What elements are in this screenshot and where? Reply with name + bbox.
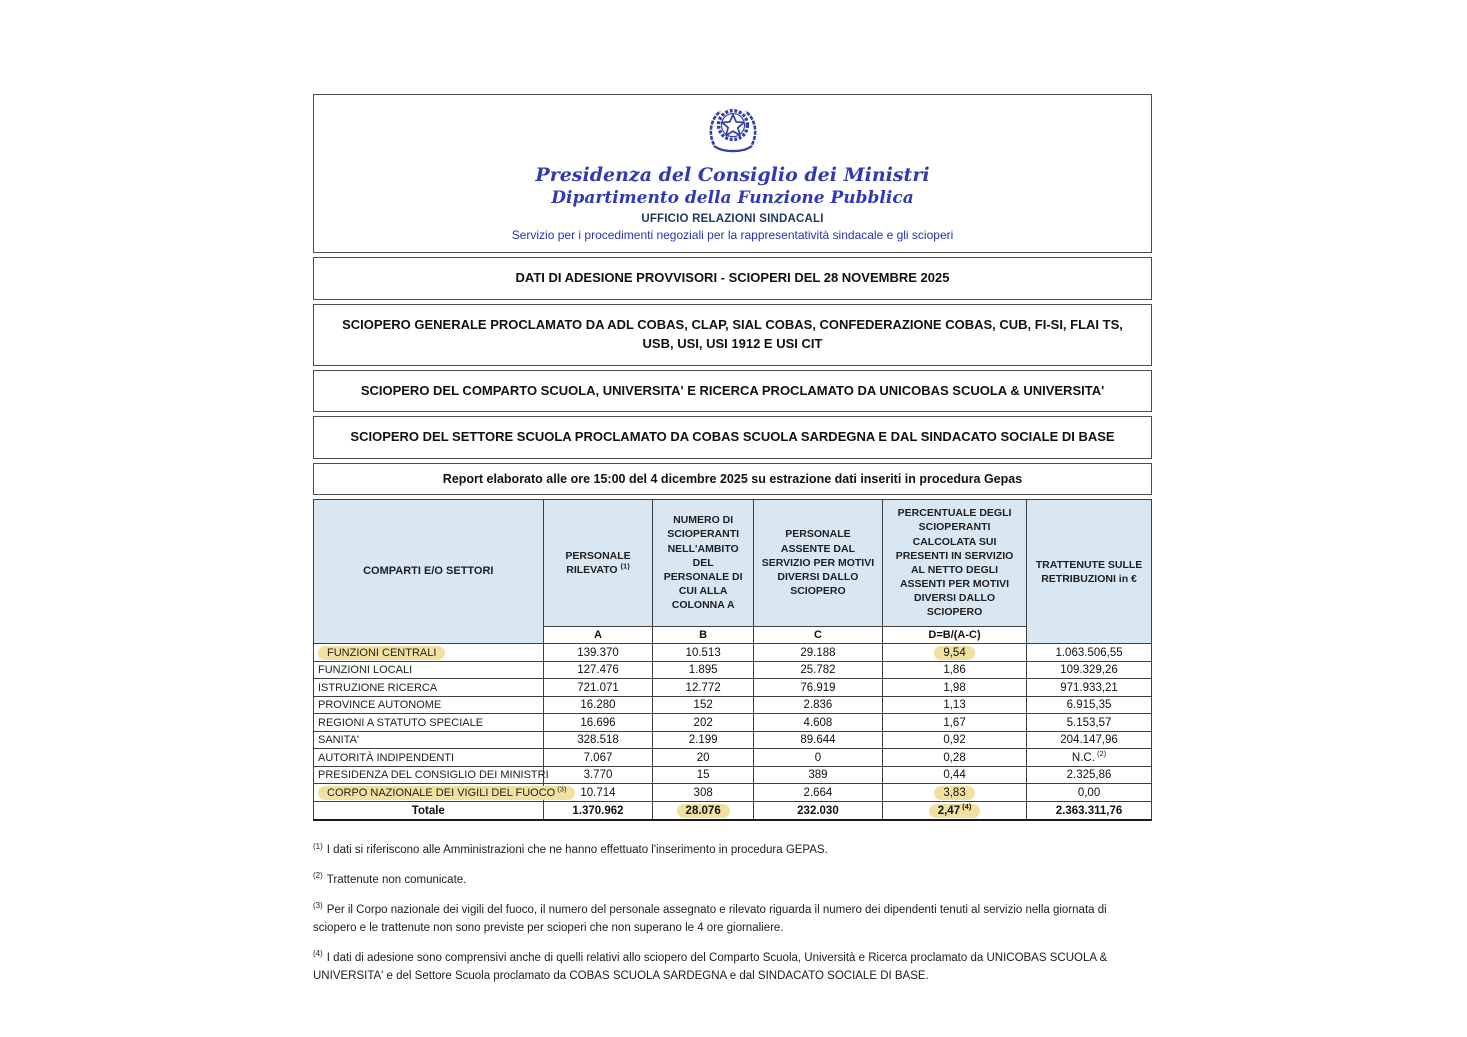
col-header-personale-rilevato xyxy=(543,500,653,626)
row-value: 6.915,35 xyxy=(1027,696,1152,714)
col-header-trattenute-label: TRATTENUTE SULLE RETRIBUZIONI in € xyxy=(1035,558,1143,585)
table-row xyxy=(314,679,1152,697)
strike-general-title: SCIOPERO GENERALE PROCLAMATO DA ADL COBAS, CLAP, SIAL COBAS, CONFEDERAZIONE COBAS, CUB, FI-SI, FLAI TS, USB, USI, USI 1912 E USI CIT xyxy=(313,304,1152,366)
row-value: 2.363.311,76 xyxy=(1027,801,1152,820)
org-name-dipartimento: Dipartimento della Funzione Pubblica xyxy=(551,187,914,208)
row-value: 139.370 xyxy=(543,644,653,662)
row-value: 202 xyxy=(653,714,754,732)
main-title: DATI DI ADESIONE PROVVISORI - SCIOPERI DEL 28 NOVEMBRE 2025 xyxy=(313,257,1152,300)
row-value: 1.063.506,55 xyxy=(1027,644,1152,662)
row-value: 308 xyxy=(653,784,754,802)
row-value: 76.919 xyxy=(753,679,882,697)
row-value: 2.199 xyxy=(653,731,754,749)
table-row xyxy=(314,661,1152,679)
table-body xyxy=(314,644,1152,821)
adhesion-data-table xyxy=(313,499,1152,821)
row-value: 0,44 xyxy=(882,766,1026,784)
row-value: 152 xyxy=(653,696,754,714)
row-label: PROVINCE AUTONOME xyxy=(314,696,544,714)
row-value: 2.836 xyxy=(753,696,882,714)
row-value: 10.513 xyxy=(653,644,754,662)
row-value: 16.696 xyxy=(543,714,653,732)
table-row xyxy=(314,696,1152,714)
table-total-row xyxy=(314,801,1152,820)
row-value: 0,28 xyxy=(882,749,1026,767)
row-value: 971.933,21 xyxy=(1027,679,1152,697)
row-value: 0,92 xyxy=(882,731,1026,749)
footnote-marker: (1) xyxy=(313,841,323,851)
row-label: SANITA' xyxy=(314,731,544,749)
report-info-line: Report elaborato alle ore 15:00 del 4 dicembre 2025 su estrazione dati inseriti in procedura Gepas xyxy=(313,463,1152,495)
row-value: 3,83 xyxy=(882,784,1026,802)
col-header-personale-assente-label: PERSONALE ASSENTE DAL SERVIZIO PER MOTIVI DIVERSI DALLO SCIOPERO xyxy=(761,528,875,598)
row-value: 16.280 xyxy=(543,696,653,714)
col-header-personale-assente xyxy=(753,500,882,626)
subheader-col-d-formula: D=B/(A-C) xyxy=(882,626,1026,644)
footnote: $^{(1)}$ I dati si riferiscono alle Amministrazioni che ne hanno effettuato l'inserimento in procedura GEPAS. xyxy=(313,841,828,857)
row-value: 2,47 $^{(4)}$ xyxy=(882,801,1026,820)
row-value: 1.370.962 xyxy=(543,801,653,820)
row-value: 3.770 xyxy=(543,766,653,784)
row-label: AUTORITÀ INDIPENDENTI xyxy=(314,749,544,767)
row-value: 1,86 xyxy=(882,661,1026,679)
row-value: 89.644 xyxy=(753,731,882,749)
row-value: 0 xyxy=(753,749,882,767)
row-value: 29.188 xyxy=(753,644,882,662)
row-value: 10.714 xyxy=(543,784,653,802)
table-row xyxy=(314,714,1152,732)
table-row xyxy=(314,749,1152,767)
table-header-row xyxy=(314,500,1152,626)
row-value: 389 xyxy=(753,766,882,784)
table-row xyxy=(314,784,1152,802)
row-value: 4.608 xyxy=(753,714,882,732)
strike-settore-scuola-title: SCIOPERO DEL SETTORE SCUOLA PROCLAMATO DA COBAS SCUOLA SARDEGNA E DAL SINDACATO SOCIALE DI BASE xyxy=(313,416,1152,459)
row-label: PRESIDENZA DEL CONSIGLIO DEI MINISTRI xyxy=(314,766,544,784)
row-value: 204.147,96 xyxy=(1027,731,1152,749)
row-value: 1,13 xyxy=(882,696,1026,714)
footnotes xyxy=(313,842,1152,985)
row-value: 2.664 xyxy=(753,784,882,802)
subheader-col-c: C xyxy=(753,626,882,644)
footnote: $^{(4)}$ I dati di adesione sono comprensivi anche di quelli relativi allo sciopero del Comparto Scuola, Università e Ricerca proclamato da UNICOBAS SCUOLA & UNIVERSITA' e del Settore Scuola proclamato da COBAS SCUOLA SARDEGNA e dal SINDACATO SOCIALE DI BASE. xyxy=(313,948,1108,982)
row-value: 328.518 xyxy=(543,731,653,749)
col-header-percentuale xyxy=(882,500,1026,626)
row-label: REGIONI A STATUTO SPECIALE xyxy=(314,714,544,732)
table-row xyxy=(314,731,1152,749)
row-value: 20 xyxy=(653,749,754,767)
row-value: 721.071 xyxy=(543,679,653,697)
subheader-col-a: A xyxy=(543,626,653,644)
col-header-numero-scioperanti-label: NUMERO DI SCIOPERANTI NELL'AMBITO DEL PERSONALE DI CUI ALLA COLONNA A xyxy=(663,514,743,612)
row-value: 1.895 xyxy=(653,661,754,679)
row-label: CORPO NAZIONALE DEI VIGILI DEL FUOCO $^{(3)}$ xyxy=(314,784,544,802)
row-value: N.C. $^{(2)}$ xyxy=(1027,749,1152,767)
col-header-numero-scioperanti xyxy=(653,500,754,626)
row-value: 109.329,26 xyxy=(1027,661,1152,679)
row-value: 5.153,57 xyxy=(1027,714,1152,732)
row-value: 232.030 xyxy=(753,801,882,820)
row-value: 1,98 xyxy=(882,679,1026,697)
row-value: 1,67 xyxy=(882,714,1026,732)
footnote-marker: (4) xyxy=(313,948,323,958)
row-label: FUNZIONI CENTRALI xyxy=(314,644,544,662)
col-header-comparti xyxy=(314,500,544,644)
col-header-percentuale-label: PERCENTUALE DEGLI SCIOPERANTI CALCOLATA SUI PRESENTI IN SERVIZIO AL NETTO DEGLI ASSENTI PER MOTIVI DIVERSI DALLO SCIOPERO xyxy=(895,507,1014,619)
row-value: 2.325,86 xyxy=(1027,766,1152,784)
italian-republic-emblem-icon xyxy=(704,102,762,162)
row-value: 12.772 xyxy=(653,679,754,697)
row-label: FUNZIONI LOCALI xyxy=(314,661,544,679)
row-label: ISTRUZIONE RICERCA xyxy=(314,679,544,697)
row-value: 25.782 xyxy=(753,661,882,679)
row-value: 0,00 xyxy=(1027,784,1152,802)
row-value: 9,54 xyxy=(882,644,1026,662)
service-name: Servizio per i procedimenti negoziali per la rappresentatività sindacale e gli scioperi xyxy=(511,228,954,242)
row-value: 127.476 xyxy=(543,661,653,679)
col-header-personale-rilevato-label: PERSONALE RILEVATO xyxy=(565,549,631,576)
office-name: UFFICIO RELAZIONI SINDACALI xyxy=(641,213,824,225)
table-row xyxy=(314,766,1152,784)
org-name-presidenza: Presidenza del Consiglio dei Ministri xyxy=(535,164,930,186)
footnote-marker: (3) xyxy=(313,901,323,911)
footnote: $^{(3)}$ Per il Corpo nazionale dei vigili del fuoco, il numero del personale assegnato e rilevato riguarda il numero dei dipendenti tenuti al servizio nella giornata di sciopero e le trattenute non sono previste per scioperi che non superano le 4 ore giornaliere. xyxy=(313,901,1107,934)
row-label: Totale xyxy=(314,801,544,820)
row-value: 7.067 xyxy=(543,749,653,767)
document-page xyxy=(313,94,1152,997)
institutional-header xyxy=(313,94,1152,253)
col-header-comparti-label: COMPARTI E/O SETTORI xyxy=(363,565,494,578)
footnote-marker: (2) xyxy=(313,871,323,881)
footnote: $^{(2)}$ Trattenute non comunicate. xyxy=(313,871,467,887)
row-value: 28.076 xyxy=(653,801,754,820)
col-header-footnote-marker: (1) xyxy=(620,561,630,571)
col-header-trattenute xyxy=(1027,500,1152,644)
strike-scuola-universita-title: SCIOPERO DEL COMPARTO SCUOLA, UNIVERSITA' E RICERCA PROCLAMATO DA UNICOBAS SCUOLA & UNIVERSITA' xyxy=(313,370,1152,413)
table-row xyxy=(314,644,1152,662)
row-value: 15 xyxy=(653,766,754,784)
subheader-col-b: B xyxy=(653,626,754,644)
